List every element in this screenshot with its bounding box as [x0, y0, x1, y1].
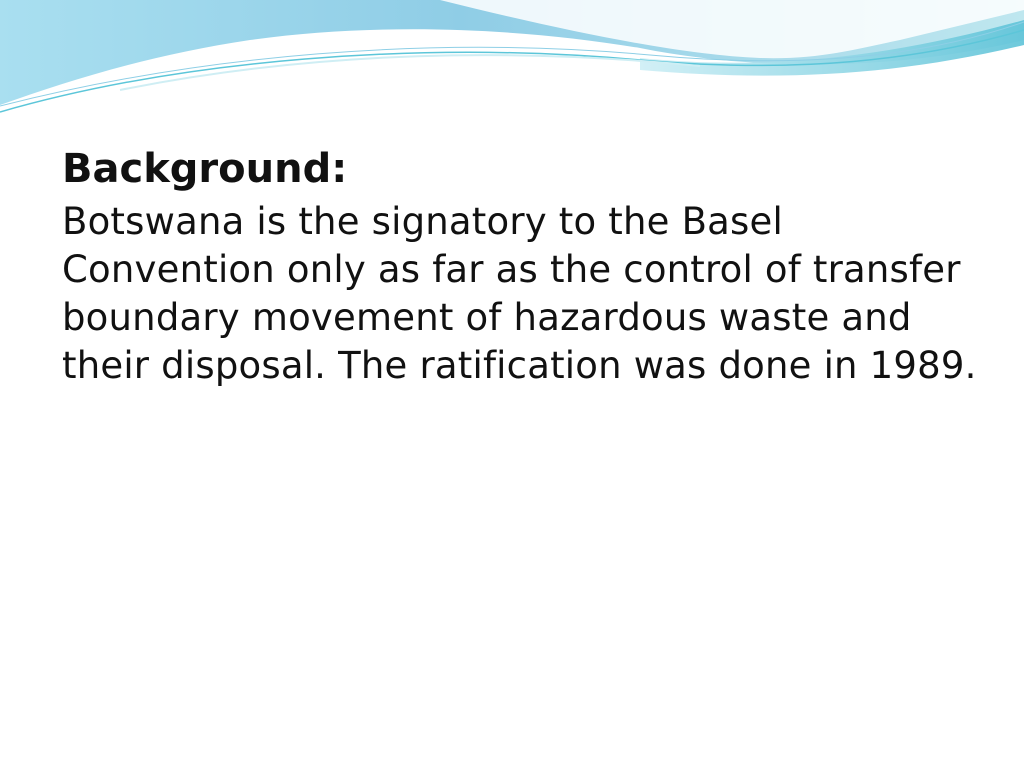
content-area: [62, 140, 982, 390]
slide-title: Background:: [62, 146, 348, 192]
wave-header-decoration: [0, 0, 1024, 130]
slide-body-text: Botswana is the signatory to the Basel Convention only as far as the control of transfer boundary movement of hazardous waste and their disposal. The ratification was done in 1989.: [62, 200, 977, 387]
